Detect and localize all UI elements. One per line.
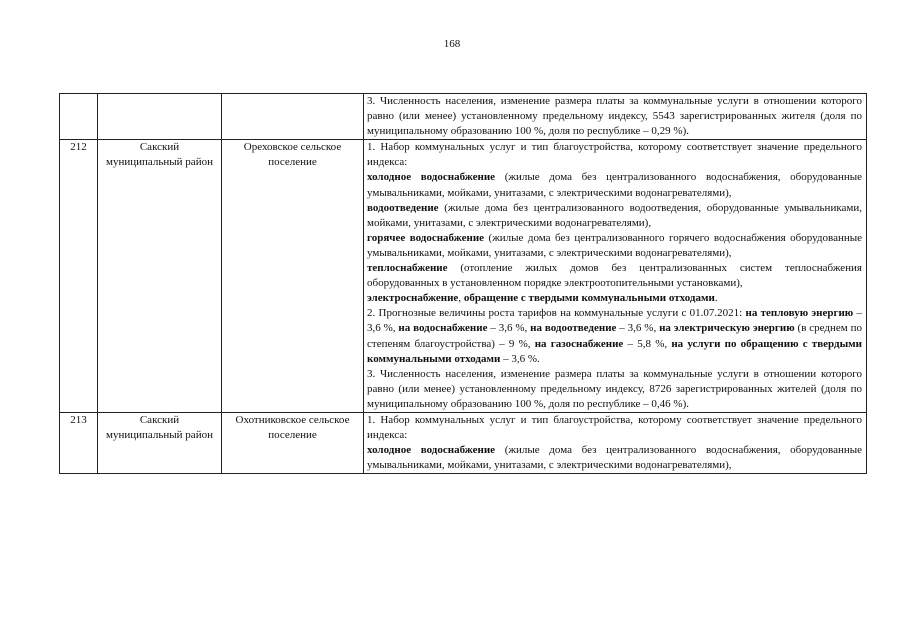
service-description: (жилые дома без централизованного водоотведения, оборудованные умывальниками, мойками, унитазами, с электрическими водонагревателями), bbox=[367, 201, 862, 229]
tariff-value: – 3,6 %. bbox=[500, 352, 540, 365]
table-row bbox=[60, 94, 867, 140]
settlement-cell bbox=[222, 94, 364, 140]
tariff-item: на услуги по обращению с твердыми коммунальными отходами bbox=[367, 337, 862, 365]
tariff-value: – 3,6 %, bbox=[487, 322, 531, 335]
table-row bbox=[60, 140, 867, 413]
cold-water-paragraph bbox=[367, 170, 862, 200]
tariff-value: (в среднем по степеням благоустройства) – 9 %, bbox=[367, 322, 862, 350]
service-description: (отопление жилых домов без централизованных систем теплоснабжения оборудованных в установленном порядке электроотопительными установками), bbox=[367, 262, 862, 290]
tariff-item: на газоснабжение bbox=[534, 337, 624, 350]
cold-water-paragraph bbox=[367, 443, 862, 473]
services-set-paragraph: 1. Набор коммунальных услуг и тип благоустройства, которому соответствует значение предельного индекса: bbox=[367, 141, 862, 169]
service-name: горячее водоснабжение bbox=[367, 231, 485, 244]
row-number-cell bbox=[60, 94, 98, 140]
description-cell bbox=[364, 94, 867, 140]
tariff-item: на водоснабжение bbox=[398, 322, 488, 335]
tariff-item: на водоотведение bbox=[530, 322, 617, 335]
heating-paragraph bbox=[367, 261, 862, 291]
population-paragraph: 3. Численность населения, изменение размера платы за коммунальные услуги в отношении которого равно (или менее) установленному предельному индексу, 5543 зарегистрированных жителя (доля по муниципальному образованию 100 %, доля по республике – 0,29 %). bbox=[367, 95, 862, 138]
table-row bbox=[60, 412, 867, 473]
row-number-cell: 213 bbox=[60, 412, 98, 473]
tariff-text: 2. Прогнозные величины роста тарифов на коммунальные услуги с 01.07.2021: bbox=[367, 307, 746, 320]
description-cell bbox=[364, 412, 867, 473]
service-description: (жилые дома без централизованного горячего водоснабжения оборудованные умывальниками, мойками, унитазами, с электрическими водонагревателями), bbox=[367, 231, 862, 259]
district-cell: Сакский муниципальный район bbox=[98, 140, 222, 413]
electricity-waste-paragraph bbox=[367, 291, 862, 306]
settlement-cell: Ореховское сельское поселение bbox=[222, 140, 364, 413]
tariff-value: – 3,6 %, bbox=[616, 322, 660, 335]
service-name: водоотведение bbox=[367, 201, 439, 214]
service-name: холодное водоснабжение bbox=[367, 444, 496, 457]
service-name: обращение с твердыми коммунальными отходами bbox=[463, 292, 715, 305]
service-name: электроснабжение bbox=[367, 292, 459, 305]
district-cell: Сакский муниципальный район bbox=[98, 412, 222, 473]
row-number-cell: 212 bbox=[60, 140, 98, 413]
population-paragraph: 3. Численность населения, изменение размера платы за коммунальные услуги в отношении которого равно (или менее) установленному предельному индексу, 8726 зарегистрированных жителей (доля по муниципальному образованию 100 %, доля по республике – 0,46 %). bbox=[367, 367, 862, 410]
tariff-item: на электрическую энергию bbox=[659, 322, 795, 335]
separator: , bbox=[458, 292, 464, 305]
sewerage-paragraph bbox=[367, 201, 862, 231]
service-name: теплоснабжение bbox=[367, 262, 448, 275]
service-name: холодное водоснабжение bbox=[367, 171, 496, 184]
tariff-growth-paragraph bbox=[367, 306, 862, 366]
tariff-table bbox=[59, 93, 867, 474]
district-cell bbox=[98, 94, 222, 140]
tariff-item: на тепловую энергию bbox=[745, 307, 854, 320]
tariff-value: – 3,6 %, bbox=[367, 307, 862, 335]
services-set-paragraph: 1. Набор коммунальных услуг и тип благоустройства, которому соответствует значение предельного индекса: bbox=[367, 413, 862, 442]
service-description: (жилые дома без централизованного водоснабжения, оборудованные умывальниками, мойками, унитазами, с электрическими водонагревателями), bbox=[367, 171, 862, 199]
description-cell bbox=[364, 140, 867, 413]
page-number: 168 bbox=[443, 38, 461, 50]
service-description: (жилые дома без централизованного водоснабжения, оборудованные умывальниками, мойками, унитазами, с электрическими водонагревателями), bbox=[367, 444, 862, 472]
hot-water-paragraph bbox=[367, 231, 862, 261]
settlement-cell: Охотниковское сельское поселение bbox=[222, 412, 364, 473]
end-mark: . bbox=[714, 292, 718, 305]
tariff-value: – 5,8 %, bbox=[623, 337, 672, 350]
